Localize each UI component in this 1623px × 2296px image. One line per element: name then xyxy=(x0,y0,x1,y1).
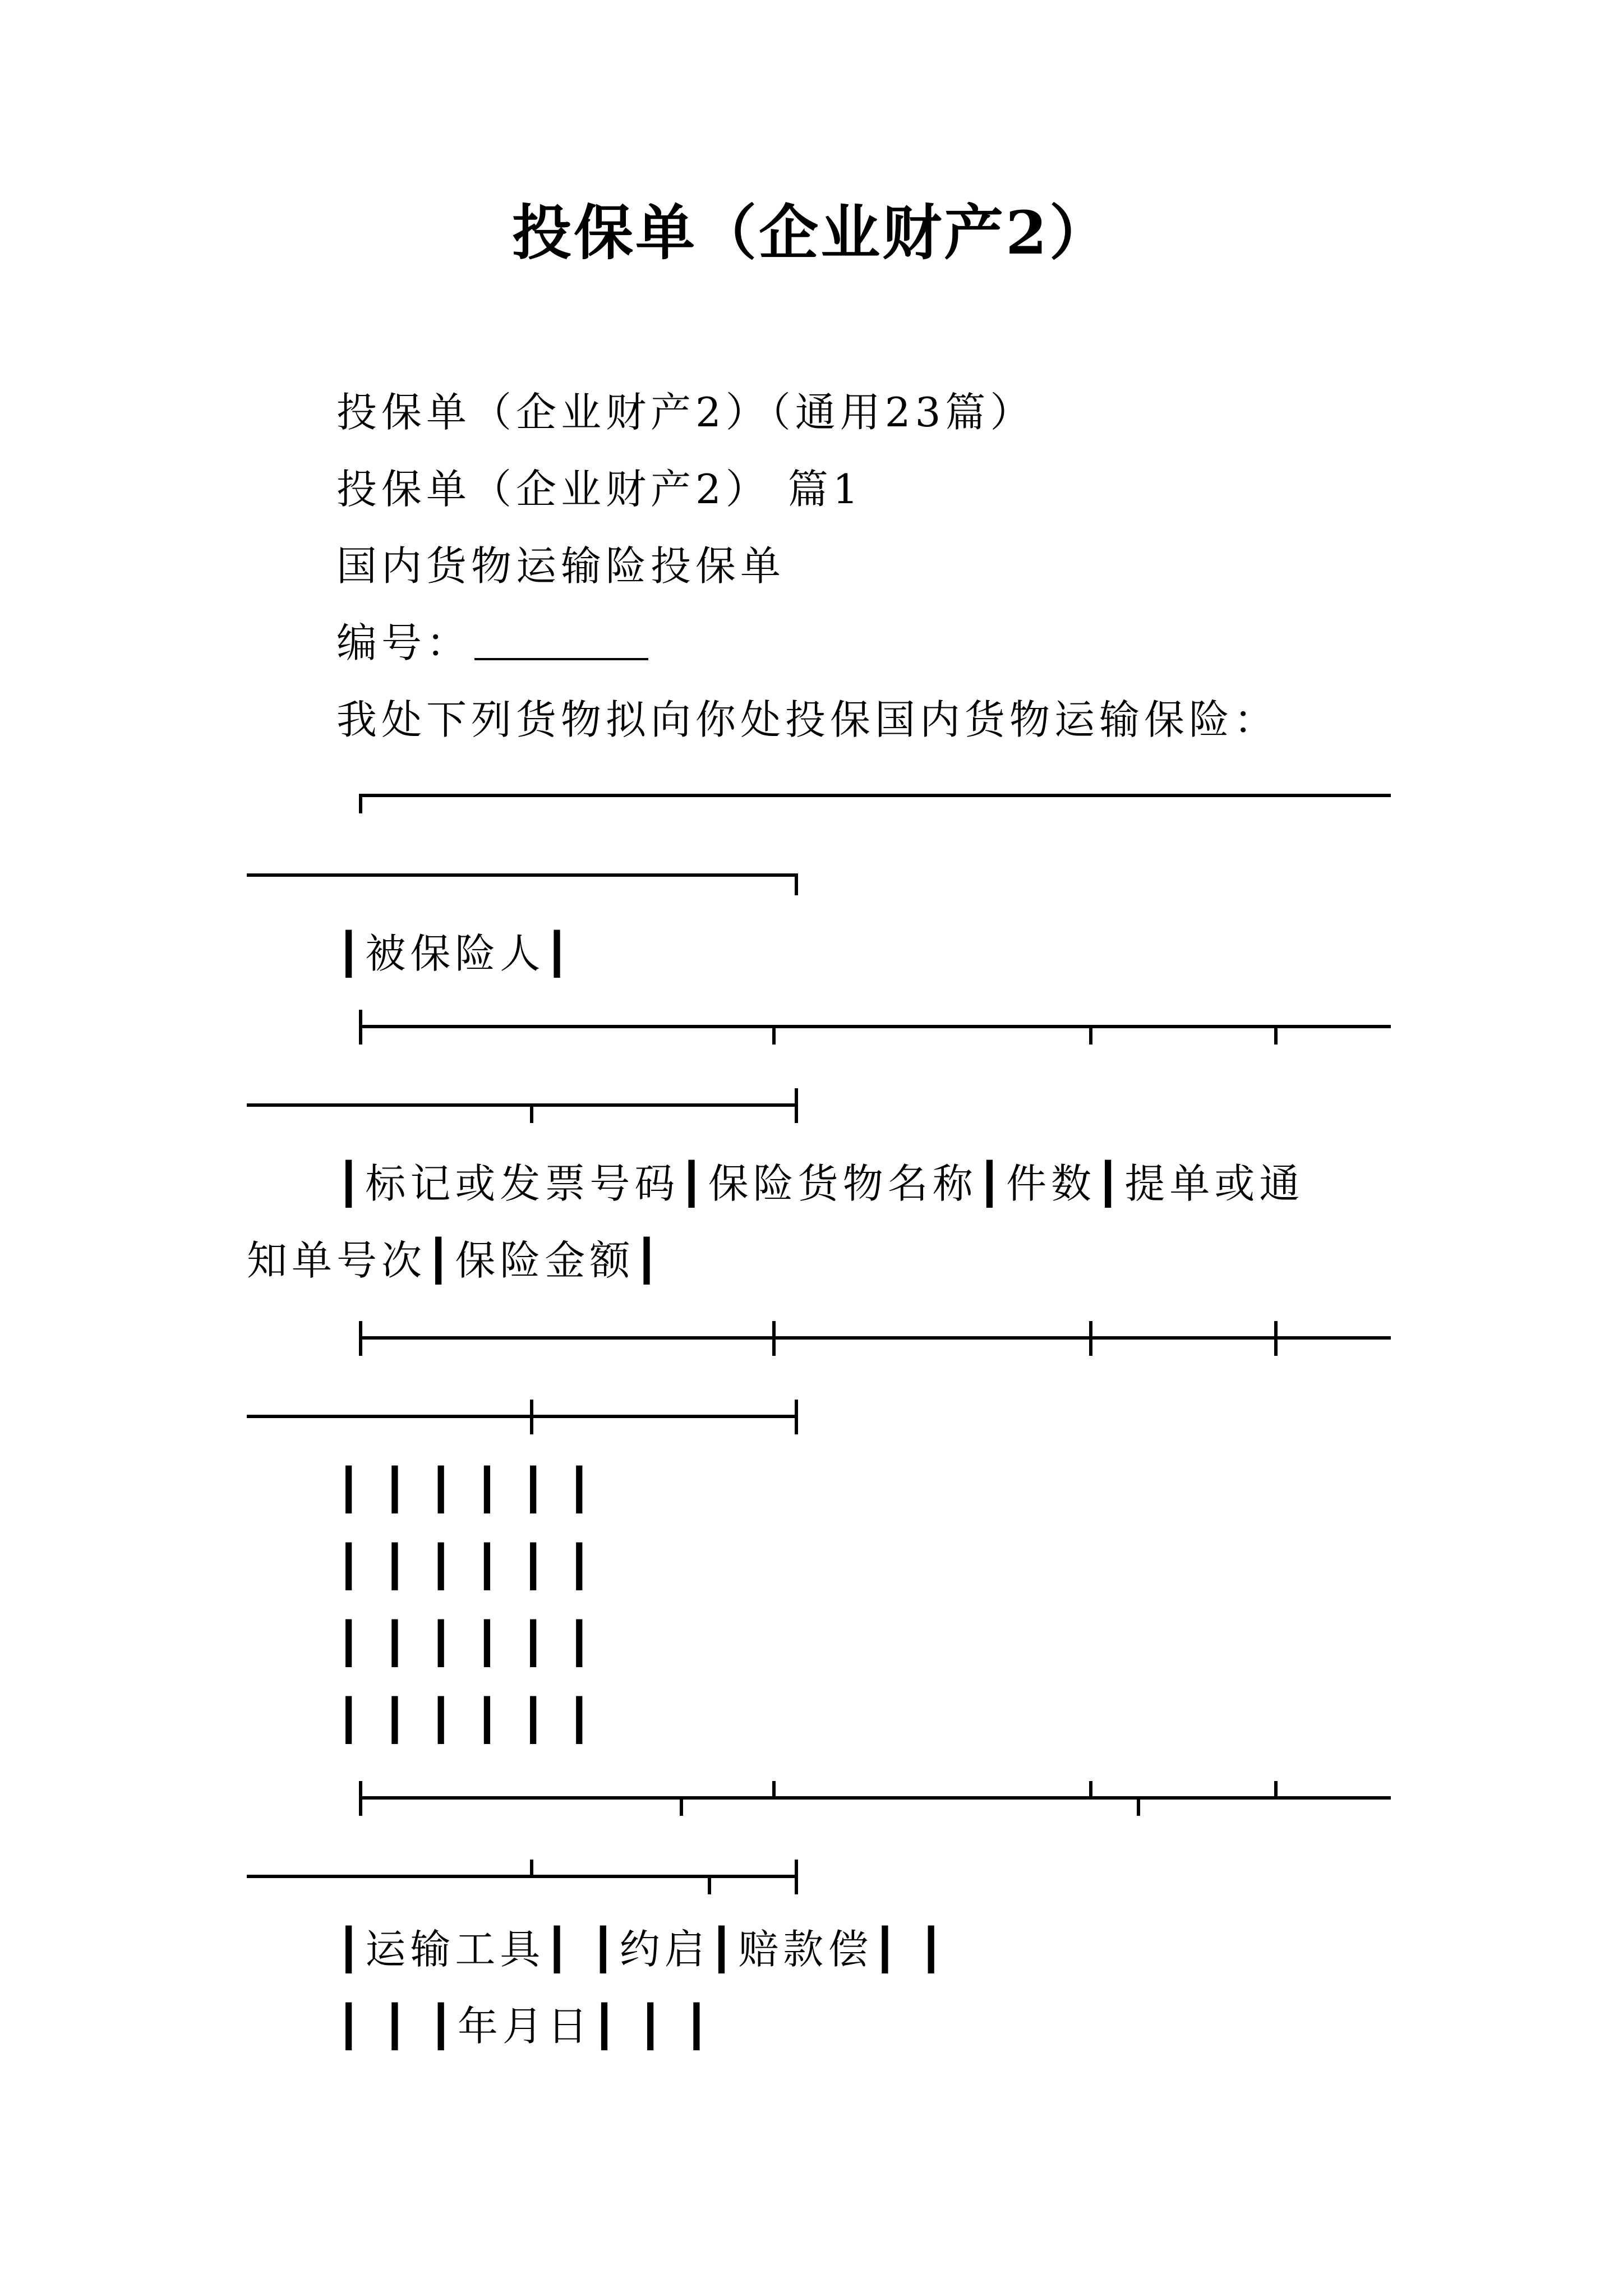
table-row: ┃ ┃ ┃ ┃ ┃ ┃ xyxy=(336,1619,596,1667)
row-transport: ┃运输工具┃ ┃约启┃赔款偿┃ ┃ xyxy=(336,1926,948,1973)
document-title: 投保单（企业财产2） xyxy=(512,197,1111,268)
form-name: 国内货物运输险投保单 xyxy=(336,542,786,590)
intro-paragraph: 我处下列货物拟向你处投保国内货物运输保险： xyxy=(336,696,1279,743)
table-row: ┃ ┃ ┃ ┃ ┃ ┃ xyxy=(336,1543,596,1590)
table-row-separator xyxy=(247,1321,1391,1434)
row-column-headers: ┃标记或发票号码┃保险货物名称┃件数┃提单或通 xyxy=(336,1160,1304,1207)
table-header-separator xyxy=(247,1010,1391,1123)
row-insured: ┃被保险人┃ xyxy=(336,930,574,977)
number-label: 编号： xyxy=(336,619,472,666)
table-row: ┃ ┃ ┃ ┃ ┃ ┃ xyxy=(336,1466,596,1513)
table-top-border xyxy=(247,795,1391,895)
subtitle-line: 投保单（企业财产2）（通用23篇） xyxy=(336,389,1035,436)
row-date: ┃ ┃ ┃年月日┃ ┃ ┃ xyxy=(336,2003,713,2050)
table-row: ┃ ┃ ┃ ┃ ┃ ┃ xyxy=(336,1696,596,1743)
section-heading: 投保单（企业财产2） 篇1 xyxy=(336,466,863,513)
row-column-headers-cont: 知单号次┃保险金额┃ xyxy=(247,1237,663,1284)
table-lower-separator xyxy=(247,1781,1391,1894)
